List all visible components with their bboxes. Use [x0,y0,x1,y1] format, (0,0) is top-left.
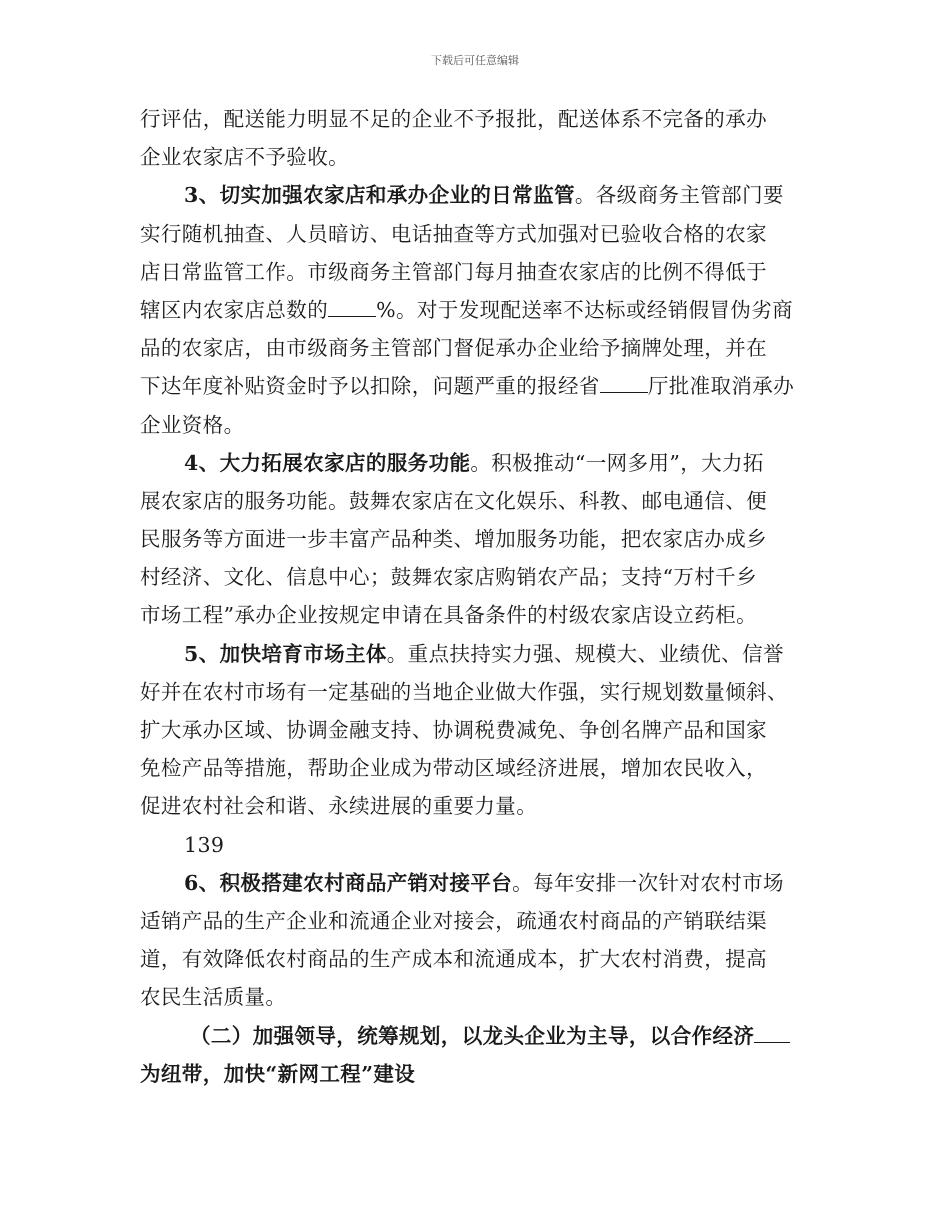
item-3-text: 。各级商务主管部门要 [574,183,784,208]
page-number: 139 [184,832,225,857]
document-body [140,100,820,1093]
text-line: 民服务等方面进一步丰富产品种类、增加服务功能，把农家店办成乡 [140,527,767,552]
text-line: 适销产品的生产企业和流通企业对接会，疏通农村商品的产销联结渠 [140,908,767,933]
text-line: 免检产品等措施，帮助企业成为带动区域经济进展，增加农民收入， [140,756,767,781]
text-line: 村经济、文化、信息中心；鼓舞农家店购销农产品；支持“万村千乡 [140,565,757,590]
item-5-heading: 5、加快培育市场主体 [184,641,387,666]
text-line: 品的农家店，由市级商务主管部门督促承办企业给予摘牌处理，并在 [140,336,767,361]
fill-blank [328,300,376,317]
text-line: 扩大承办区域、协调金融支持、协调税费减免、争创名牌产品和国家 [140,718,767,742]
fill-blank [754,1026,790,1043]
item-5-first-line [140,635,820,673]
text-line: 企业农家店不予验收。 [140,145,349,170]
text-line: 道，有效降低农村商品的生产成本和流通成本，扩大农村消费，提高 [140,947,767,972]
item-6-heading: 6、积极搭建农村商品产销对接平台 [184,870,513,895]
text-line: 店日常监管工作。市级商务主管部门每月抽查农家店的比例不得低于 [140,259,767,284]
item-4-first-line [140,444,820,482]
text-line: 行评估，配送能力明显不足的企业不予报批，配送体系不完备的承办 [140,107,767,131]
text-span: 下达年度补贴资金时予以扣除，问题严重的报经省 [140,374,600,399]
item-3-first-line [140,176,820,214]
section-heading-continued: 为纽带，加快“新网工程”建设 [140,1061,416,1086]
item-4-text: 。积极推动“一网多用”，大力拓 [470,450,764,475]
item-4-heading: 4、大力拓展农家店的服务功能 [184,450,471,475]
text-line: 农民生活质量。 [140,985,287,1010]
text-line [140,291,820,329]
section-heading [140,1017,820,1055]
text-line: 促进农村社会和谐、永续进展的重要力量。 [140,794,538,819]
text-line [140,367,820,405]
text-line: 市场工程”承办企业按规定申请在具备条件的村级农家店设立药柜。 [140,603,757,628]
item-3-heading: 3、切实加强农家店和承办企业的日常监管 [184,183,575,208]
text-span: 厅批准取消承办 [647,374,795,399]
item-6-text: 。每年安排一次针对农村市场 [512,870,784,895]
fill-blank [600,376,648,393]
text-line: 企业资格。 [140,412,245,437]
text-line: 展农家店的服务功能。鼓舞农家店在文化娱乐、科教、邮电通信、便 [140,488,767,513]
page-header: 下载后可任意编辑 [431,54,519,67]
text-span: %。对于发现配送率不达标或经销假冒伪劣商 [376,297,794,322]
item-5-text: 。重点扶持实力强、规模大、业绩优、信誉 [386,641,784,666]
text-span: 辖区内农家店总数的 [140,297,329,322]
text-line: 实行随机抽查、人员暗访、电话抽查等方式加强对已验收合格的农家 [140,221,767,246]
text-line: 好并在农村市场有一定基础的当地企业做大作强，实行规划数量倾斜、 [140,679,788,704]
section-heading-text: （二）加强领导，统筹规划，以龙头企业为主导，以合作经济 [190,1023,755,1048]
item-6-first-line [140,864,820,902]
